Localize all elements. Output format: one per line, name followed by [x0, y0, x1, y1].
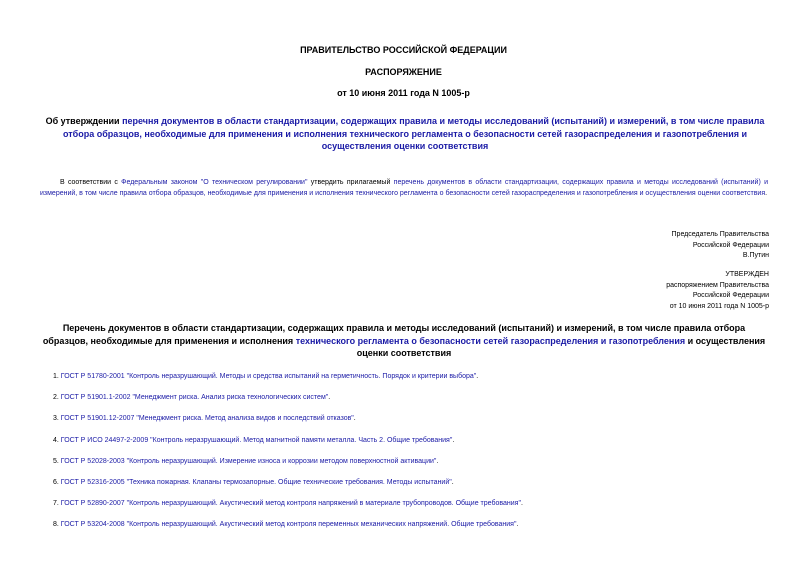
item-number: 3. — [53, 415, 61, 423]
item-end: . — [520, 500, 523, 508]
body-text-3: . — [765, 189, 768, 197]
item-end: . — [353, 415, 356, 423]
standard-link[interactable]: ГОСТ Р 51901.12-2007 "Менеджмент риска. Метод анализа видов и последствий отказов" — [60, 415, 354, 423]
document-date-number: от 10 июня 2011 года N 1005-р — [337, 88, 470, 98]
standard-link[interactable]: ГОСТ Р 53204-2008 "Контроль неразрушающий. Акустический метод контроля переменных механических напряжений. Общие требования" — [60, 521, 517, 529]
document-type: РАСПОРЯЖЕНИЕ — [365, 67, 442, 77]
signature-block — [672, 230, 769, 262]
item-end: . — [476, 373, 479, 380]
list-item — [53, 394, 523, 415]
standard-link[interactable]: ГОСТ Р 52316-2005 "Техника пожарная. Клапаны термозапорные. Общие технические требования. Методы испытаний" — [60, 478, 452, 486]
list-item — [53, 415, 523, 436]
tech-regulation-link[interactable]: технического регламента о безопасности сетей газораспределения и газопотребления — [295, 335, 686, 346]
list-item — [53, 479, 523, 500]
list-item — [53, 373, 523, 394]
approved-list-link[interactable]: перечень документов в области стандартизации, содержащих правила и методы исследований (испытаний) и измерений, в том числе правила отбора образцов, необходимые для применения и исполнения технического регламента о безопасности сетей газораспределения и газопотребления и осуществления оценки соответствия — [40, 179, 768, 197]
item-end: . — [451, 478, 454, 486]
list-title — [40, 322, 768, 360]
item-number: 1. — [53, 373, 61, 380]
list-item — [53, 500, 523, 521]
approval-stamp: УТВЕРЖДЕН — [725, 271, 769, 278]
item-number: 4. — [53, 436, 61, 444]
list-item — [53, 437, 523, 458]
standards-list — [53, 373, 523, 543]
title-list-link[interactable]: перечня документов в области стандартизации, содержащих правила и методы исследований (испытаний) и измерений, в том числе правила отбора образцов, необходимые для применения и исполнения технического регламента о безопасности сетей газораспределения и газопотребления и осуществления оценки соответствия — [62, 116, 765, 151]
standard-link[interactable]: ГОСТ Р 51901.1-2002 "Менеджмент риска. Анализ риска технологических систем" — [60, 394, 329, 402]
approval-country: Российской Федерации — [692, 292, 769, 299]
standard-link[interactable]: ГОСТ Р 51780-2001 "Контроль неразрушающий. Методы и средства испытаний на герметичность. Порядок и критерии выбора" — [60, 373, 477, 380]
approval-date: от 10 июня 2011 года N 1005-р — [669, 302, 769, 310]
signature-country: Российской Федерации — [692, 241, 769, 249]
item-number: 8. — [53, 521, 61, 529]
item-number: 6. — [53, 478, 61, 486]
item-end: . — [452, 436, 455, 444]
item-number: 7. — [53, 500, 61, 508]
item-number: 2. — [53, 394, 61, 402]
standard-link[interactable]: ГОСТ Р ИСО 24497-2-2009 "Контроль неразрушающий. Метод магнитной памяти металла. Часть 2. Общие требования" — [60, 436, 453, 444]
signature-name: В.Путин — [742, 252, 769, 259]
list-title-text-2: и осуществления оценки соответствия — [356, 335, 766, 358]
title-prefix: Об утверждении — [45, 116, 123, 126]
item-end: . — [328, 394, 331, 402]
body-text-2: утвердить прилагаемый — [307, 179, 394, 186]
list-title-text-1: Перечень документов в области стандартизации, содержащих правила и методы исследований (испытаний) и измерений, в том числе правила отбора образцов, необходимые для применения и исполнения — [42, 323, 746, 346]
item-end: . — [436, 457, 439, 465]
body-text-1: В соответствии с — [60, 179, 122, 186]
list-item — [53, 521, 523, 542]
standard-link[interactable]: ГОСТ Р 52028-2003 "Контроль неразрушающий. Измерение износа и коррозии методом поверхностной активации" — [60, 457, 437, 465]
body-paragraph — [40, 178, 768, 199]
signature-position: Председатель Правительства — [671, 231, 769, 238]
standard-link[interactable]: ГОСТ Р 52890-2007 "Контроль неразрушающий. Акустический метод контроля напряжений в материале трубопроводов. Общие требования" — [60, 500, 521, 508]
document-title — [40, 115, 770, 153]
list-item — [53, 458, 523, 479]
item-end: . — [516, 521, 519, 529]
government-heading: ПРАВИТЕЛЬСТВО РОССИЙСКОЙ ФЕДЕРАЦИИ — [300, 45, 507, 55]
approval-by: распоряжением Правительства — [666, 281, 769, 289]
item-number: 5. — [53, 457, 61, 465]
federal-law-link[interactable]: Федеральным законом "О техническом регулировании" — [121, 179, 308, 186]
approval-block — [666, 270, 769, 312]
